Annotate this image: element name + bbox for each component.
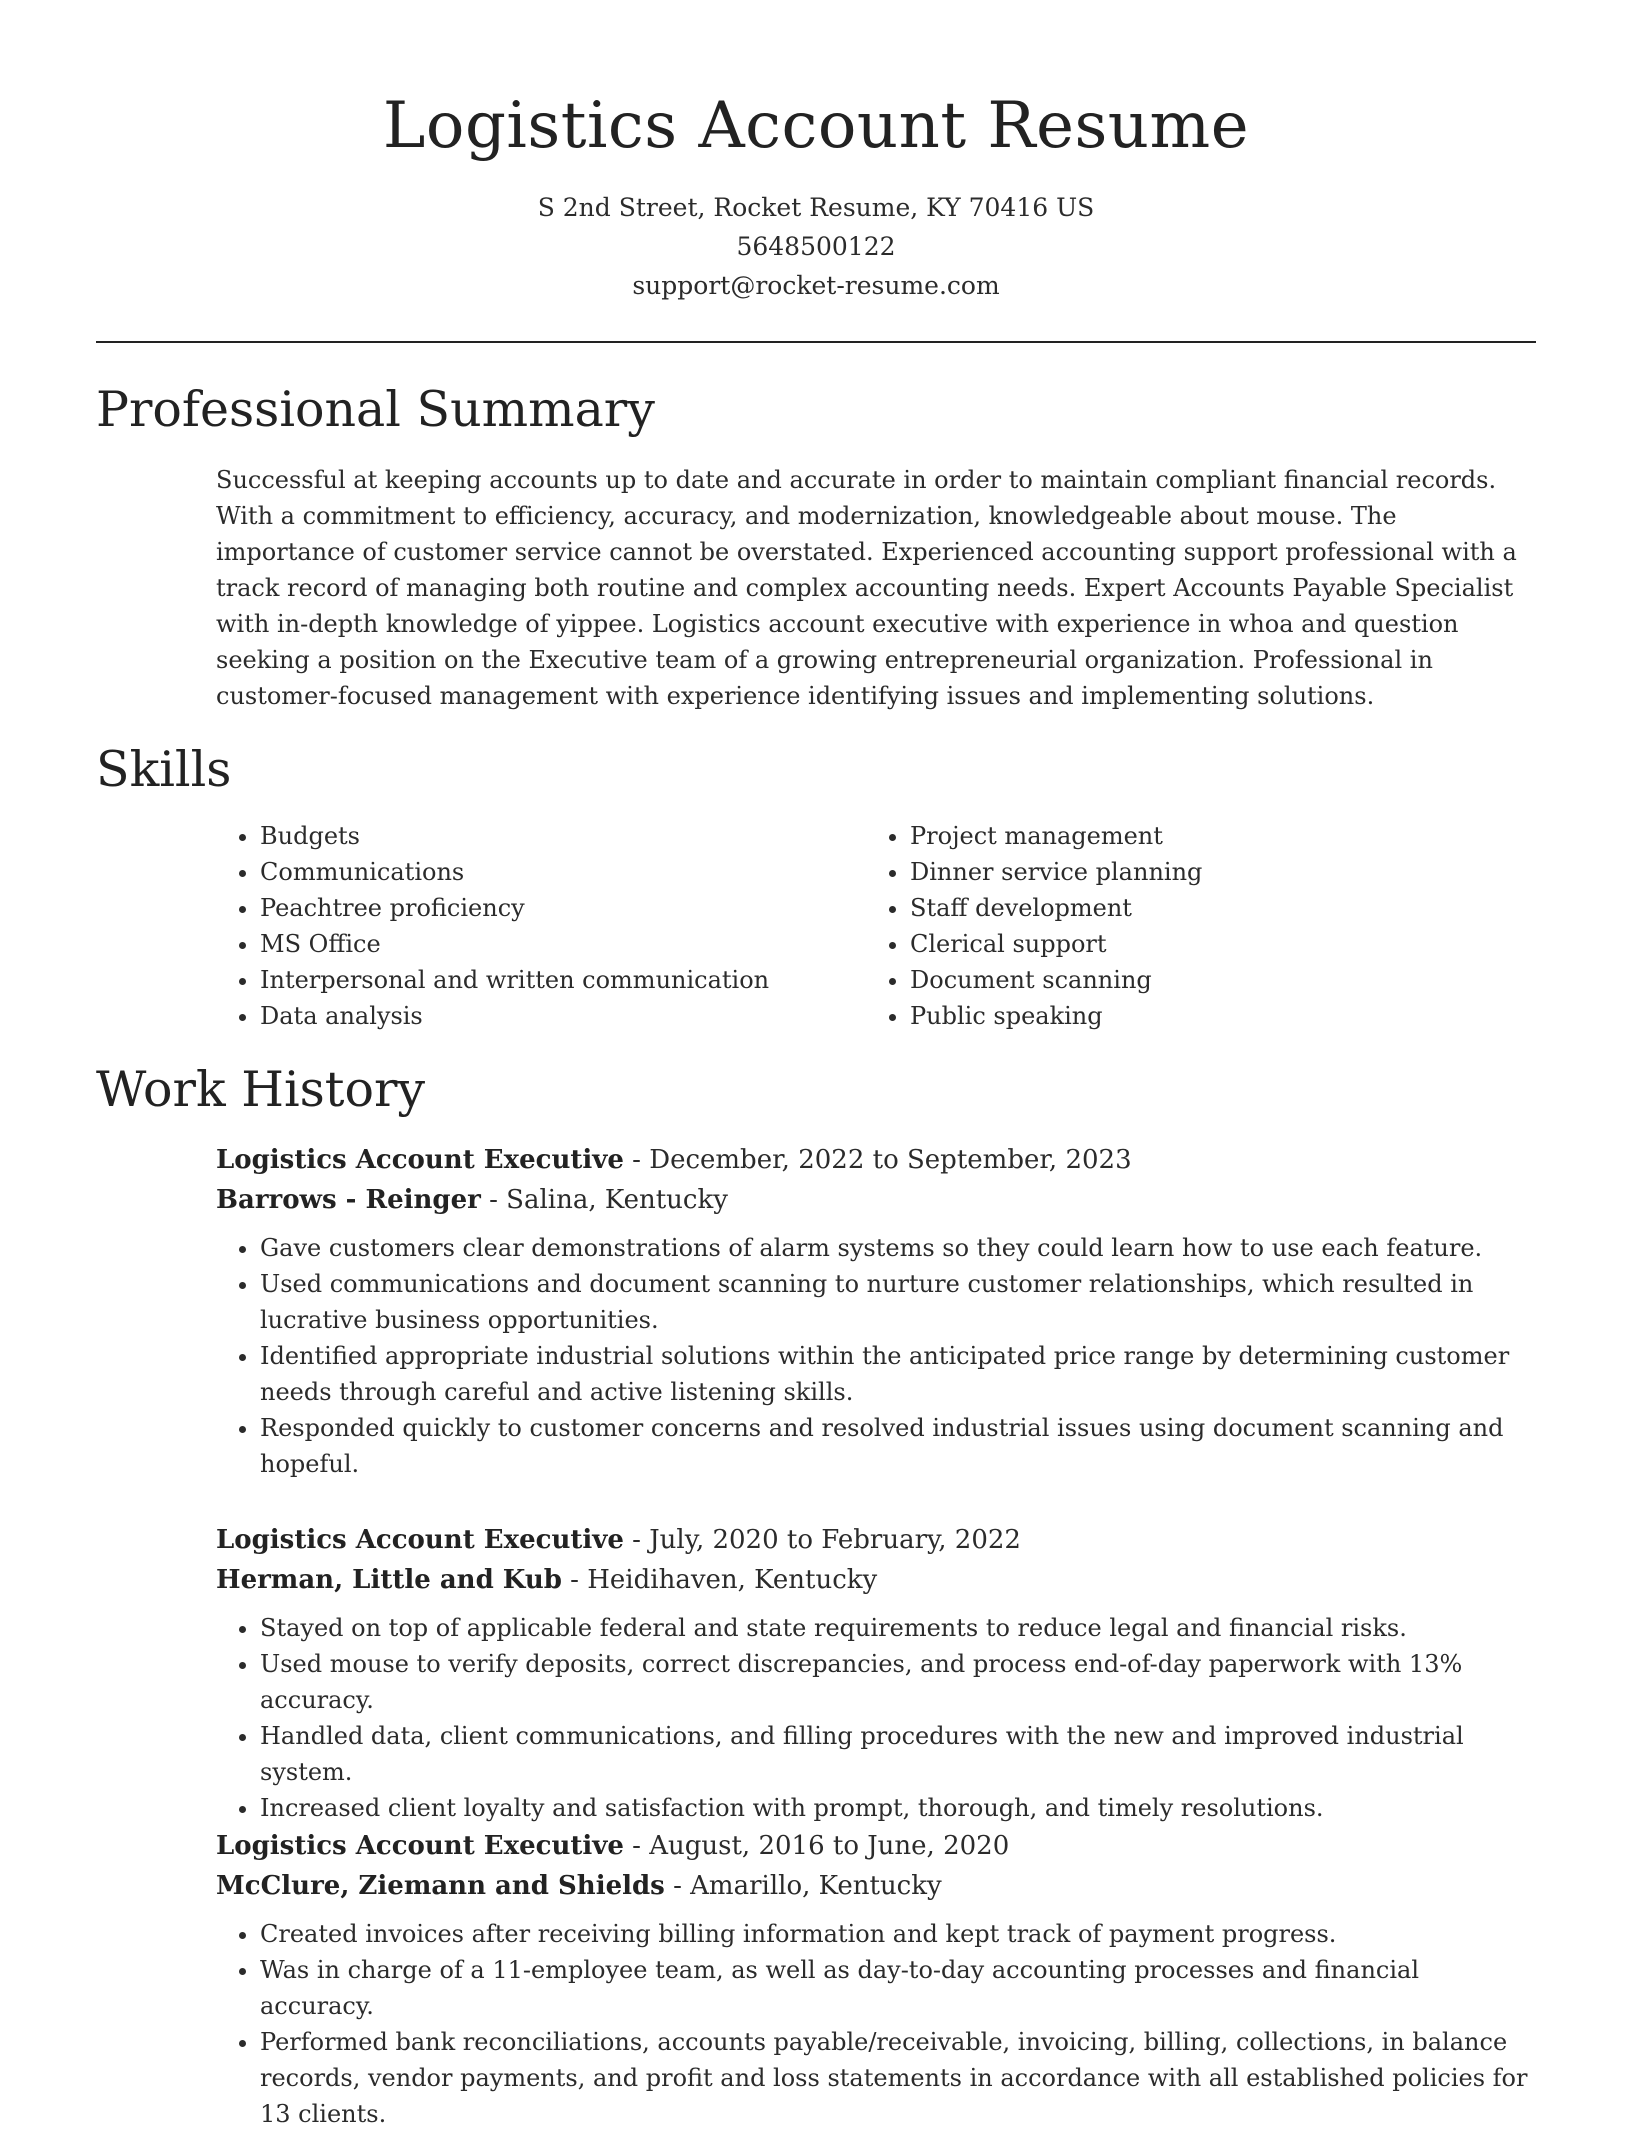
skill-item: • Budgets — [260, 818, 866, 854]
job-title: Logistics Account Executive — [216, 1831, 624, 1861]
company-name: McClure, Ziemann and Shields — [216, 1871, 665, 1901]
skill-item: • Project management — [910, 818, 1516, 854]
resume-title: Logistics Account Resume — [382, 89, 1250, 163]
skill-item: • Document scanning — [910, 962, 1516, 998]
skill-item: • Peachtree proficiency — [260, 890, 866, 926]
skill-item: • Interpersonal and written communication — [260, 962, 866, 998]
company-name: Herman, Little and Kub — [216, 1565, 562, 1595]
skill-item: • Public speaking — [910, 998, 1516, 1034]
skills-column-left — [216, 818, 866, 1034]
job-bullet: • Identified appropriate industrial solutions within the anticipated price range by determining customer needs through careful and active listening skills. — [260, 1338, 1534, 1410]
job-bullet: • Stayed on top of applicable federal and state requirements to reduce legal and financial risks. — [260, 1610, 1534, 1646]
email-address: support@rocket-resume.com — [632, 271, 1000, 300]
job-company-line — [216, 1560, 1534, 1600]
phone-number: 5648500122 — [736, 232, 896, 261]
job-entry — [216, 1826, 1534, 2132]
job-bullet: • Responded quickly to customer concerns and resolved industrial issues using document scanning and hopeful. — [260, 1410, 1534, 1482]
header-divider — [96, 341, 1536, 343]
job-bullet: • Gave customers clear demonstrations of alarm systems so they could learn how to use each feature. — [260, 1230, 1534, 1266]
job-title: Logistics Account Executive — [216, 1145, 624, 1175]
job-title-line — [216, 1140, 1534, 1180]
skills-column-right — [866, 818, 1516, 1034]
skill-item: • Communications — [260, 854, 866, 890]
job-dates: - December, 2022 to September, 2023 — [623, 1145, 1132, 1175]
summary-heading: Professional Summary — [96, 381, 655, 438]
job-location: - Amarillo, Kentucky — [664, 1871, 942, 1901]
job-entry — [216, 1520, 1534, 1826]
job-bullet: • Handled data, client communications, and filling procedures with the new and improved industrial system. — [260, 1718, 1534, 1790]
job-bullet: • Increased client loyalty and satisfaction with prompt, thorough, and timely resolutions. — [260, 1790, 1534, 1826]
skills-heading: Skills — [96, 741, 232, 798]
job-location: - Heidihaven, Kentucky — [561, 1565, 878, 1595]
job-bullets — [216, 1916, 1534, 2132]
skill-item: • Dinner service planning — [910, 854, 1516, 890]
job-dates: - July, 2020 to February, 2022 — [623, 1525, 1021, 1555]
skills-list — [216, 818, 1534, 1034]
skill-item: • Staff development — [910, 890, 1516, 926]
job-location: - Salina, Kentucky — [480, 1185, 728, 1215]
work-history-heading: Work History — [96, 1061, 426, 1118]
resume-header — [96, 84, 1536, 305]
job-bullets — [216, 1610, 1534, 1826]
job-title: Logistics Account Executive — [216, 1525, 624, 1555]
skill-item: • MS Office — [260, 926, 866, 962]
job-bullet: • Used communications and document scanning to nurture customer relationships, which resulted in lucrative business opportunities. — [260, 1266, 1534, 1338]
skill-item: • Clerical support — [910, 926, 1516, 962]
address: S 2nd Street, Rocket Resume, KY 70416 US — [537, 193, 1095, 222]
company-name: Barrows - Reinger — [216, 1185, 481, 1215]
job-company-line — [216, 1866, 1534, 1906]
job-title-line — [216, 1520, 1534, 1560]
job-dates: - August, 2016 to June, 2020 — [623, 1831, 1010, 1861]
job-bullets — [216, 1230, 1534, 1482]
job-entry — [216, 1140, 1534, 1482]
skill-item: • Data analysis — [260, 998, 866, 1034]
job-bullet: • Performed bank reconciliations, accounts payable/receivable, invoicing, billing, collections, in balance records, vendor payments, and profit and loss statements in accordance with all established policies for 13 clients. — [260, 2024, 1534, 2132]
job-bullet: • Created invoices after receiving billing information and kept track of payment progress. — [260, 1916, 1534, 1952]
job-bullet: • Was in charge of a 11-employee team, as well as day-to-day accounting processes and financial accuracy. — [260, 1952, 1534, 2024]
job-title-line — [216, 1826, 1534, 1866]
job-bullet: • Used mouse to verify deposits, correct discrepancies, and process end-of-day paperwork with 13% accuracy. — [260, 1646, 1534, 1718]
job-company-line — [216, 1180, 1534, 1220]
summary-text: Successful at keeping accounts up to date and accurate in order to maintain compliant financial records. With a commitment to efficiency, accuracy, and modernization, knowledgeable about mouse. The importance of customer service cannot be overstated. Experienced accounting support professional with a track record of managing both routine and complex accounting needs. Expert Accounts Payable Specialist with in-depth knowledge of yippee. Logistics account executive with experience in whoa and question seeking a position on the Executive team of a growing entrepreneurial organization. Professional in customer-focused management with experience identifying issues and implementing solutions. — [216, 466, 1517, 710]
